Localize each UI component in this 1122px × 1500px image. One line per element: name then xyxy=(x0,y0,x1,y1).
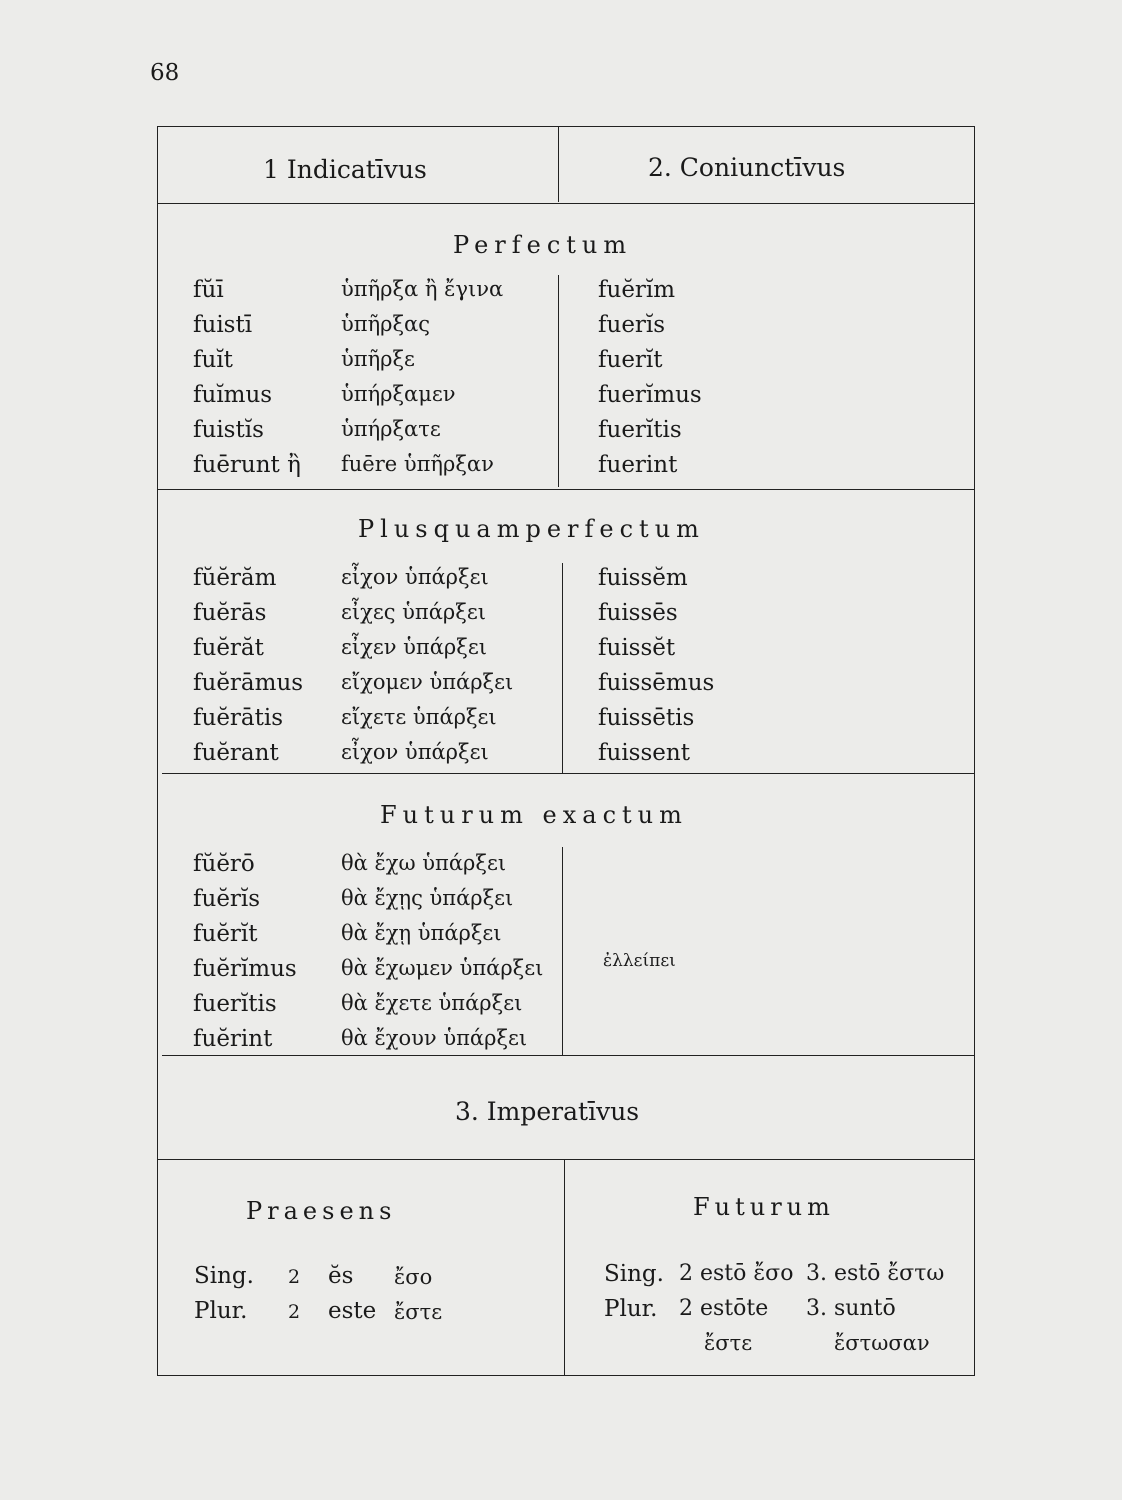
imperativus-rule xyxy=(158,1159,974,1160)
greek-form: εἶχον ὑπάρξει xyxy=(341,740,489,764)
coniunctivus-form: fuerĭs xyxy=(598,312,666,338)
praesens-sing-greek: ἔσο xyxy=(394,1265,433,1289)
latin-form: fuĕrant xyxy=(193,740,279,766)
coniunctivus-form: fuerĭmus xyxy=(598,382,702,408)
table-row xyxy=(158,956,974,990)
futurum-title: Futurum xyxy=(693,1193,835,1221)
latin-form: fuistĭs xyxy=(193,417,264,443)
greek-form: ὑπῆρξε xyxy=(341,347,415,371)
latin-form: fuerĭtis xyxy=(193,991,277,1017)
greek-form: θὰ ἔχετε ὑπάρξει xyxy=(341,991,523,1015)
latin-form: fuĭt xyxy=(193,347,233,373)
praesens-plur-latin: este xyxy=(328,1298,377,1324)
greek-form: εἶχεν ὑπάρξει xyxy=(341,635,487,659)
futurum-exactum-rule xyxy=(162,1055,974,1056)
conjugation-table xyxy=(157,126,975,1376)
greek-form: θὰ ἔχουν ὑπάρξει xyxy=(341,1026,528,1050)
table-row xyxy=(158,851,974,885)
table-row xyxy=(158,886,974,920)
indicativus-heading: 1 Indicatīvus xyxy=(263,155,427,184)
table-row xyxy=(158,705,974,739)
latin-form: fuĕrātis xyxy=(193,705,284,731)
perfectum-rows xyxy=(158,277,974,487)
plusquamperfectum-rows xyxy=(158,565,974,775)
latin-form: fŭĕrăm xyxy=(193,565,277,591)
table-row xyxy=(158,991,974,1025)
imperativus-divider xyxy=(564,1159,565,1375)
table-row xyxy=(158,417,974,451)
greek-form: ὑπῆρξας xyxy=(341,312,431,336)
futurum-exactum-divider xyxy=(562,847,563,1055)
latin-form: fuĕrĭmus xyxy=(193,956,297,982)
futurum-exactum-title: Futurum exactum xyxy=(380,801,688,829)
latin-form: fuĭmus xyxy=(193,382,273,408)
praesens-sing-latin: ĕs xyxy=(328,1263,354,1289)
praesens-plur-label: Plur. xyxy=(194,1298,248,1324)
coniunctivus-form: fuerĭt xyxy=(598,347,663,373)
latin-form: fuĕrĭs xyxy=(193,886,261,912)
futurum-plur-3-greek: ἔστωσαν xyxy=(834,1331,930,1355)
table-row xyxy=(158,921,974,955)
table-row xyxy=(158,312,974,346)
futurum-plur-2-greek: ἔστε xyxy=(704,1331,753,1355)
plusquamperfectum-title: Plusquamperfectum xyxy=(358,515,705,543)
coniunctivus-form: fuerĭtis xyxy=(598,417,682,443)
table-row xyxy=(158,565,974,599)
perfectum-rule xyxy=(158,489,974,490)
greek-form: εἶχες ὑπάρξει xyxy=(341,600,486,624)
greek-form: θὰ ἔχω ὑπάρξει xyxy=(341,851,507,875)
greek-form: ὑπήρξατε xyxy=(341,417,441,441)
latin-form: fuērunt ἢ xyxy=(193,452,301,478)
praesens-sing-person: 2 xyxy=(288,1266,301,1288)
futurum-plur-2: 2 estōte xyxy=(679,1296,769,1321)
futurum-sing-3: 3. estō ἔστω xyxy=(806,1261,945,1286)
futurum-plur-3: 3. suntō xyxy=(806,1296,896,1321)
praesens-title: Praesens xyxy=(246,1197,397,1225)
praesens-plur-person: 2 xyxy=(288,1301,301,1323)
latin-form: fŭī xyxy=(193,277,224,303)
coniunctivus-form: fuissĕt xyxy=(598,635,676,661)
latin-form: fŭĕrō xyxy=(193,851,255,877)
table-row xyxy=(158,670,974,704)
perfectum-divider xyxy=(558,275,559,487)
futurum-sing-label: Sing. xyxy=(604,1261,664,1287)
coniunctivus-form: fuissēs xyxy=(598,600,678,626)
greek-form: fuēre ὑπῆρξαν xyxy=(341,452,494,476)
table-row xyxy=(158,600,974,634)
coniunctivus-heading: 2. Coniunctīvus xyxy=(648,153,846,182)
plusquamperfectum-rule xyxy=(162,773,974,774)
coniunctivus-form: fuerint xyxy=(598,452,678,478)
futurum-plur-label: Plur. xyxy=(604,1296,658,1322)
greek-form: ὑπῆρξα ἢ ἔγινα xyxy=(341,277,504,301)
plusquamperfectum-divider xyxy=(562,563,563,773)
praesens-plur-greek: ἔστε xyxy=(394,1300,443,1324)
latin-form: fuĕrĭt xyxy=(193,921,258,947)
praesens-sing-label: Sing. xyxy=(194,1263,254,1289)
latin-form: fuĕrās xyxy=(193,600,267,626)
table-row xyxy=(158,277,974,311)
table-row xyxy=(158,382,974,416)
latin-form: fuistī xyxy=(193,312,253,338)
header-rule xyxy=(158,203,974,204)
latin-form: fuĕrint xyxy=(193,1026,273,1052)
table-row xyxy=(158,635,974,669)
table-row xyxy=(158,740,974,774)
greek-form: εἴχομεν ὑπάρξει xyxy=(341,670,514,694)
coniunctivus-form: fuissent xyxy=(598,740,690,766)
coniunctivus-form: fuĕrĭm xyxy=(598,277,676,303)
table-row xyxy=(158,452,974,486)
greek-form: θὰ ἔχῃς ὑπάρξει xyxy=(341,886,514,910)
coniunctivus-form: fuissēmus xyxy=(598,670,715,696)
futurum-sing-2: 2 estō ἔσο xyxy=(679,1261,794,1286)
perfectum-title: Perfectum xyxy=(453,231,633,259)
greek-form: θὰ ἔχωμεν ὑπάρξει xyxy=(341,956,544,980)
imperativus-heading: 3. Imperatīvus xyxy=(455,1097,640,1126)
latin-form: fuĕrăt xyxy=(193,635,264,661)
page-number: 68 xyxy=(150,60,180,86)
table-row xyxy=(158,347,974,381)
greek-form: εἶχον ὑπάρξει xyxy=(341,565,489,589)
coniunctivus-form: fuissĕm xyxy=(598,565,688,591)
greek-form: θὰ ἔχῃ ὑπάρξει xyxy=(341,921,502,945)
greek-form: ὑπήρξαμεν xyxy=(341,382,456,406)
greek-form: εἴχετε ὑπάρξει xyxy=(341,705,497,729)
coniunctivus-missing-note: ἐλλείπει xyxy=(603,951,676,971)
header-divider xyxy=(558,127,559,202)
coniunctivus-form: fuissētis xyxy=(598,705,695,731)
futurum-exactum-rows xyxy=(158,851,974,1061)
latin-form: fuĕrāmus xyxy=(193,670,304,696)
